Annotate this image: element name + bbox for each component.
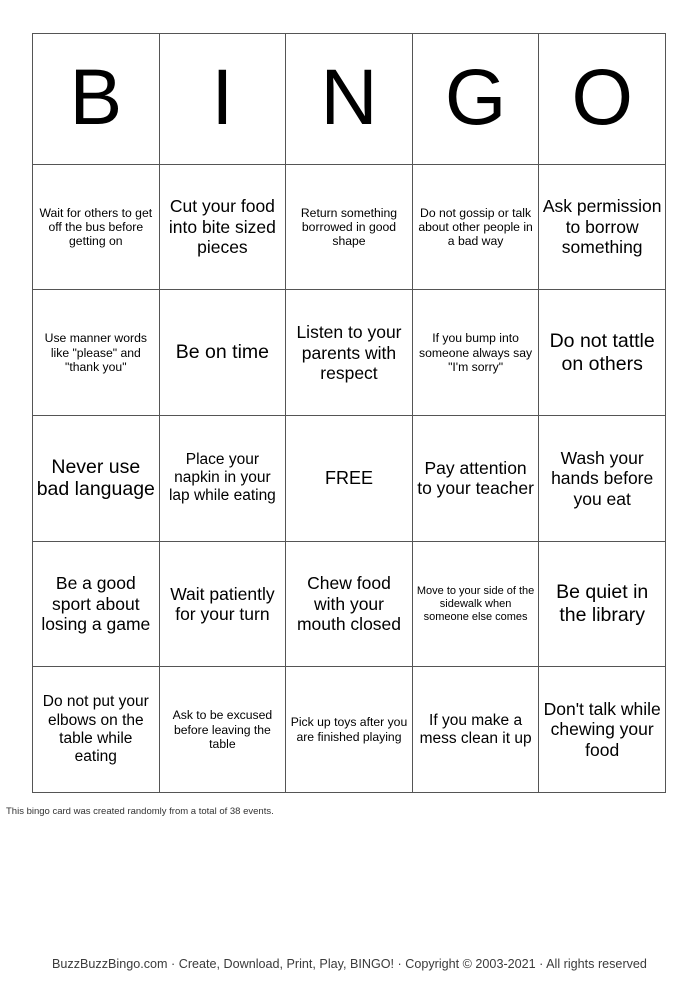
bingo-cell-i1-text: Cut your food into bite sized pieces xyxy=(168,196,276,258)
bingo-cell-n5[interactable] xyxy=(286,667,413,793)
bingo-cell-g2[interactable] xyxy=(413,290,540,416)
bingo-cell-o1-text: Ask permission to borrow something xyxy=(542,196,662,258)
bingo-cell-i4-text: Wait patiently for your turn xyxy=(170,583,275,625)
bingo-cell-b4[interactable] xyxy=(33,542,160,668)
bingo-cell-o2[interactable] xyxy=(539,290,666,416)
bingo-cell-i3[interactable] xyxy=(160,416,287,542)
bingo-row-1 xyxy=(33,165,666,291)
bingo-cell-g1[interactable] xyxy=(413,165,540,291)
header-letter-o-text: O xyxy=(571,52,633,142)
bingo-cell-i1[interactable] xyxy=(160,165,287,291)
bingo-cell-n2[interactable] xyxy=(286,290,413,416)
bingo-cell-o3-text: Wash your hands before you eat xyxy=(551,447,654,509)
random-generation-note: This bingo card was created randomly from a total of 38 events. xyxy=(6,806,274,817)
bingo-cell-n1-text: Return something borrowed in good shape xyxy=(300,205,398,249)
bingo-cell-g1-text: Do not gossip or talk about other people in a bad way xyxy=(418,205,533,249)
bingo-grid xyxy=(32,33,666,793)
bingo-row-3 xyxy=(33,416,666,542)
header-letter-b-text: B xyxy=(69,52,123,142)
bingo-cell-b3-text: Never use bad language xyxy=(36,455,155,501)
bingo-cell-b1[interactable] xyxy=(33,165,160,291)
bingo-cell-g4-text: Move to your side of the sidewalk when someone else comes xyxy=(416,584,535,623)
bingo-header-row xyxy=(33,34,666,165)
header-letter-g xyxy=(413,34,540,165)
bingo-cell-o5[interactable] xyxy=(539,667,666,793)
bingo-cell-free[interactable] xyxy=(286,416,413,542)
bingo-cell-g3-text: Pay attention to your teacher xyxy=(417,457,534,499)
bingo-cell-o1[interactable] xyxy=(539,165,666,291)
bingo-cell-n4[interactable] xyxy=(286,542,413,668)
bingo-cell-b3[interactable] xyxy=(33,416,160,542)
bingo-row-2 xyxy=(33,290,666,416)
bingo-cell-g5-text: If you make a mess clean it up xyxy=(419,711,532,747)
bingo-cell-b5-text: Do not put your elbows on the table while eating xyxy=(42,693,149,765)
bingo-cell-b2[interactable] xyxy=(33,290,160,416)
header-letter-g-text: G xyxy=(444,52,507,142)
header-letter-o xyxy=(539,34,666,165)
bingo-row-5 xyxy=(33,667,666,793)
bingo-cell-o4[interactable] xyxy=(539,542,666,668)
bingo-cell-i2[interactable] xyxy=(160,290,287,416)
bingo-cell-b5[interactable] xyxy=(33,667,160,793)
bingo-cell-n5-text: Pick up toys after you are finished playing xyxy=(290,715,408,744)
bingo-cell-i3-text: Place your napkin in your lap while eating xyxy=(168,451,276,505)
header-letter-n-text: N xyxy=(320,52,378,142)
bingo-cell-g4[interactable] xyxy=(413,542,540,668)
bingo-cell-b4-text: Be a good sport about losing a game xyxy=(41,573,151,635)
bingo-cell-o4-text: Be quiet in the library xyxy=(556,581,649,627)
bingo-cell-i5-text: Ask to be excused before leaving the table xyxy=(172,708,273,751)
bingo-cell-g3[interactable] xyxy=(413,416,540,542)
bingo-cell-n1[interactable] xyxy=(286,165,413,291)
header-letter-i-text: I xyxy=(211,52,234,142)
bingo-cell-o3[interactable] xyxy=(539,416,666,542)
header-letter-n xyxy=(286,34,413,165)
bingo-cell-i4[interactable] xyxy=(160,542,287,668)
bingo-cell-b2-text: Use manner words like "please" and "thank you" xyxy=(44,331,147,374)
header-letter-i xyxy=(160,34,287,165)
bingo-cell-g2-text: If you bump into someone always say "I'm sorry" xyxy=(419,331,533,374)
bingo-cell-n4-text: Chew food with your mouth closed xyxy=(296,573,402,635)
site-footer: BuzzBuzzBingo.com · Create, Download, Print, Play, BINGO! · Copyright © 2003-2021 · All rights reserved xyxy=(52,957,647,971)
bingo-cell-i2-text: Be on time xyxy=(175,341,269,364)
bingo-cell-n2-text: Listen to your parents with respect xyxy=(296,322,402,384)
bingo-cell-free-text: FREE xyxy=(324,467,373,488)
bingo-cell-o5-text: Don't talk while chewing your food xyxy=(543,699,661,760)
bingo-cell-i5[interactable] xyxy=(160,667,287,793)
bingo-cell-g5[interactable] xyxy=(413,667,540,793)
bingo-cell-o2-text: Do not tattle on others xyxy=(549,329,655,375)
bingo-cell-b1-text: Wait for others to get off the bus before getting on xyxy=(39,205,153,249)
bingo-row-4 xyxy=(33,542,666,668)
header-letter-b xyxy=(33,34,160,165)
